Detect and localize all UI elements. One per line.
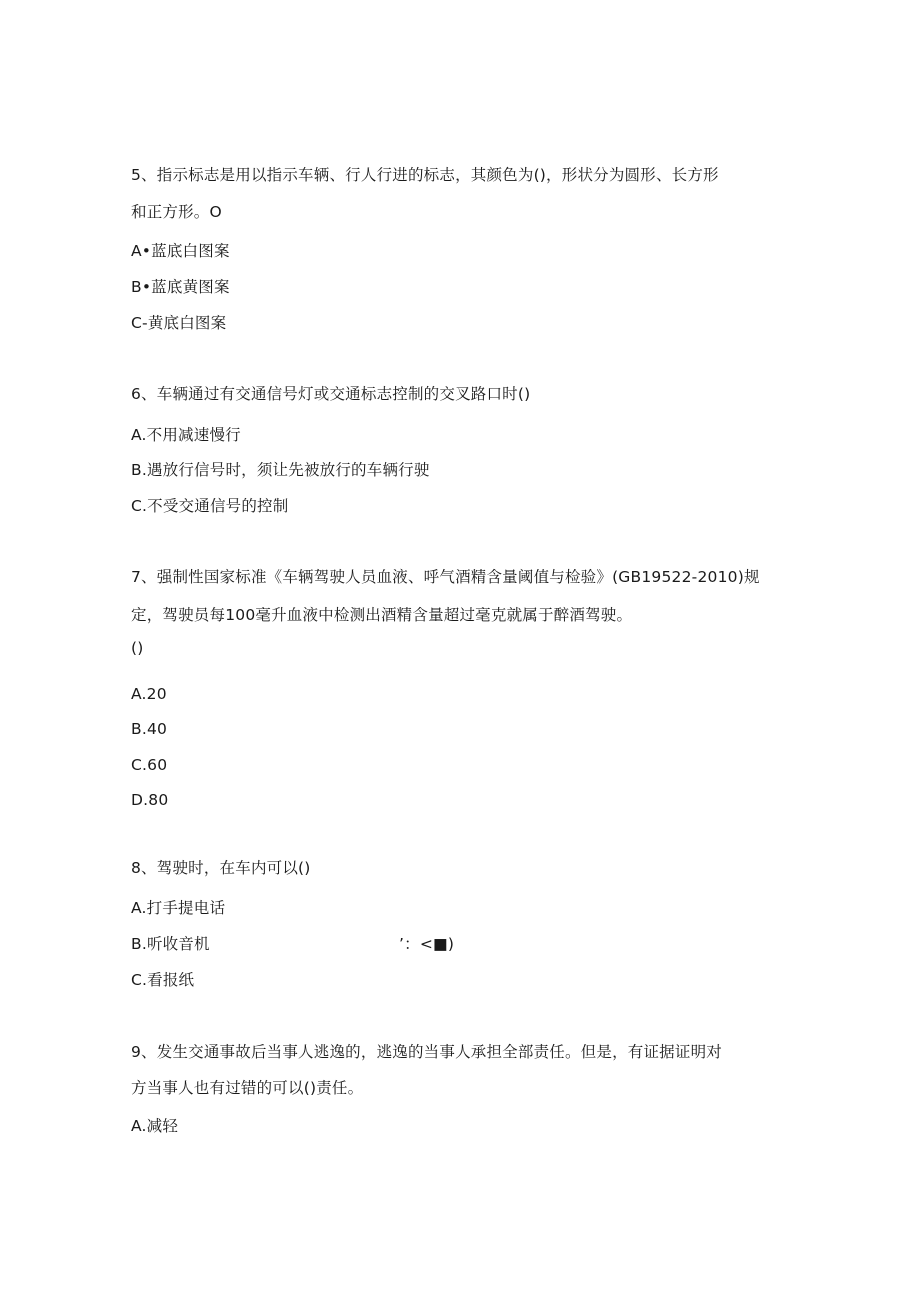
question-5-stem-line-2: 和正方形。O <box>131 203 222 221</box>
question-6-option-c: C.不受交通信号的控制 <box>131 497 289 515</box>
question-8-option-b-row <box>131 934 455 954</box>
question-6-stem-line-1: 6、车辆通过有交通信号灯或交通标志控制的交叉路口时() <box>131 385 531 403</box>
question-7-option-a: A.20 <box>131 685 167 703</box>
question-5-option-c: C-黄底白图案 <box>131 314 227 332</box>
question-7-option-c: C.60 <box>131 756 168 774</box>
question-8-stray-mark: ’：<■) <box>399 935 455 953</box>
question-8-stem-line-1: 8、驾驶时，在车内可以() <box>131 859 311 877</box>
question-7-option-b: B.40 <box>131 720 168 738</box>
question-7-stem-line-2: 定，驾驶员每100毫升血液中检测出酒精含量超过毫克就属于醉酒驾驶。 <box>131 606 633 624</box>
question-9-stem-line-1: 9、发生交通事故后当事人逃逸的，逃逸的当事人承担全部责任。但是，有证据证明对 <box>131 1043 722 1061</box>
question-6-option-a: A.不用减速慢行 <box>131 426 241 444</box>
question-5-option-a: A•蓝底白图案 <box>131 242 230 260</box>
question-8-option-b: B.听收音机 <box>131 935 210 953</box>
question-6-option-b: B.遇放行信号时，须让先被放行的车辆行驶 <box>131 461 430 479</box>
question-7-stem-line-3: () <box>131 639 144 657</box>
question-8-option-a: A.打手提电话 <box>131 899 226 917</box>
question-7-option-d: D.80 <box>131 791 169 809</box>
question-5-option-b: B•蓝底黄图案 <box>131 278 230 296</box>
question-8-option-c: C.看报纸 <box>131 971 195 989</box>
question-9-option-a: A.减轻 <box>131 1117 179 1135</box>
question-9-stem-line-2: 方当事人也有过错的可以()责任。 <box>131 1079 364 1097</box>
question-7-stem-line-1: 7、强制性国家标准《车辆驾驶人员血液、呼气酒精含量阈值与检验》(GB19522-2010)规 <box>131 568 760 586</box>
question-5-stem-line-1: 5、指示标志是用以指示车辆、行人行进的标志，其颜色为()，形状分为圆形、长方形 <box>131 166 719 184</box>
